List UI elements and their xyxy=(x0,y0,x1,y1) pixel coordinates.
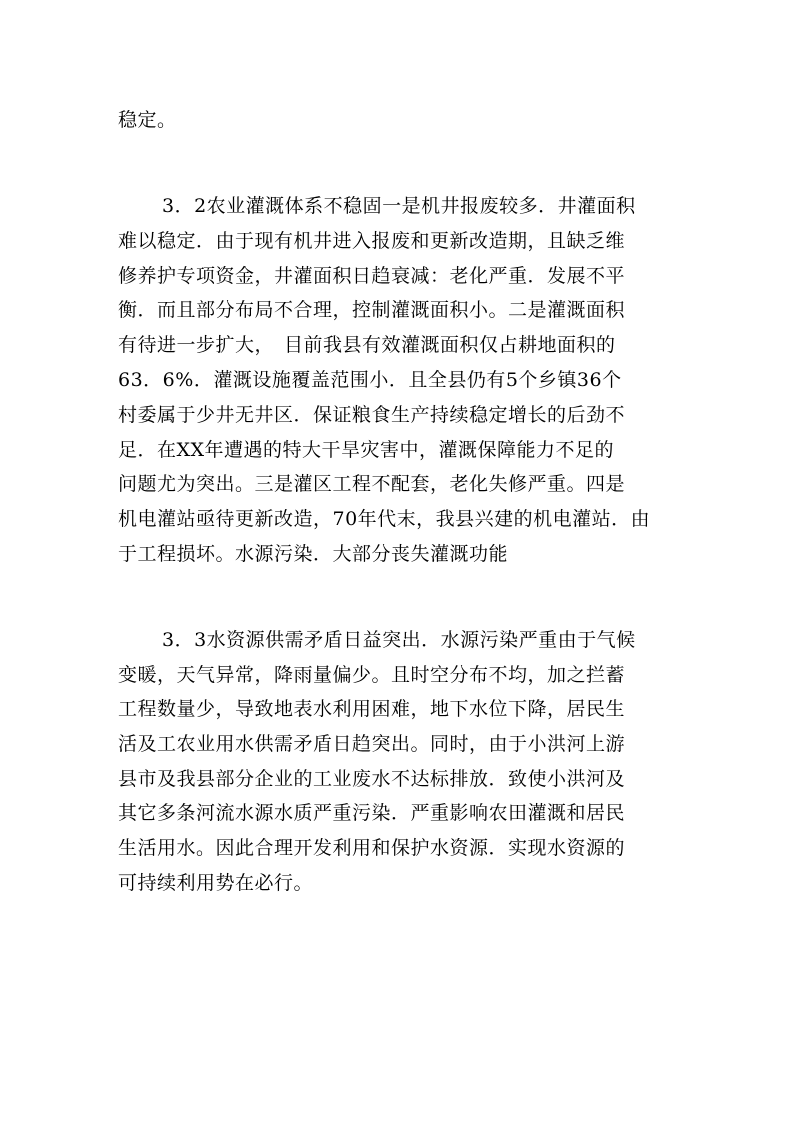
paragraph-line: 修养护专项资金，井灌面积日趋衰减：老化严重．发展不平 xyxy=(118,265,626,287)
paragraph-line: 于工程损坏。水源污染．大部分丧失灌溉功能 xyxy=(118,543,509,565)
paragraph-line: 村委属于少井无井区．保证粮食生产持续稳定增长的后劲不 xyxy=(118,404,626,426)
paragraph-line: 足．在XX年遭遇的特大干旱灾害中，灌溉保障能力不足的 xyxy=(118,439,615,461)
paragraph-line: 变暖，天气异常，降雨量偏少。且时空分布不均，加之拦蓄 xyxy=(118,664,626,686)
paragraph-fragment: 稳定。 xyxy=(118,109,177,131)
paragraph-line: 机电灌站亟待更新改造，70年代末，我县兴建的机电灌站．由 xyxy=(118,508,651,530)
paragraph-line: 63．6%．灌溉设施覆盖范围小．且全县仍有5个乡镇36个 xyxy=(118,369,622,391)
paragraph-line: 工程数量少，导致地表水利用困难，地下水位下降，居民生 xyxy=(118,698,626,720)
paragraph-line: 其它多条河流水源水质严重污染．严重影响农田灌溉和居民 xyxy=(118,802,626,824)
paragraph-line: 问题尤为突出。三是灌区工程不配套，老化失修严重。四是 xyxy=(118,473,626,495)
paragraph-line: 衡．而且部分布局不合理，控制灌溉面积小。二是灌溉面积 xyxy=(118,299,626,321)
paragraph-line: 可持续利用势在必行。 xyxy=(118,872,314,894)
paragraph-line: 3．3水资源供需矛盾日益突出．水源污染严重由于气候 xyxy=(162,629,636,651)
paragraph-line: 难以稳定．由于现有机井进入报废和更新改造期，且缺乏维 xyxy=(118,230,626,252)
paragraph-line: 活及工农业用水供需矛盾日趋突出。同时，由于小洪河上游 xyxy=(118,733,626,755)
paragraph-line: 有待进一步扩大， 目前我县有效灌溉面积仅占耕地面积的 xyxy=(118,334,616,356)
paragraph-line: 生活用水。因此合理开发利用和保护水资源．实现水资源的 xyxy=(118,837,626,859)
paragraph-line: 县市及我县部分企业的工业废水不达标排放．致使小洪河及 xyxy=(118,768,626,790)
paragraph-line: 3．2农业灌溉体系不稳固一是机井报废较多．井灌面积 xyxy=(162,195,636,217)
